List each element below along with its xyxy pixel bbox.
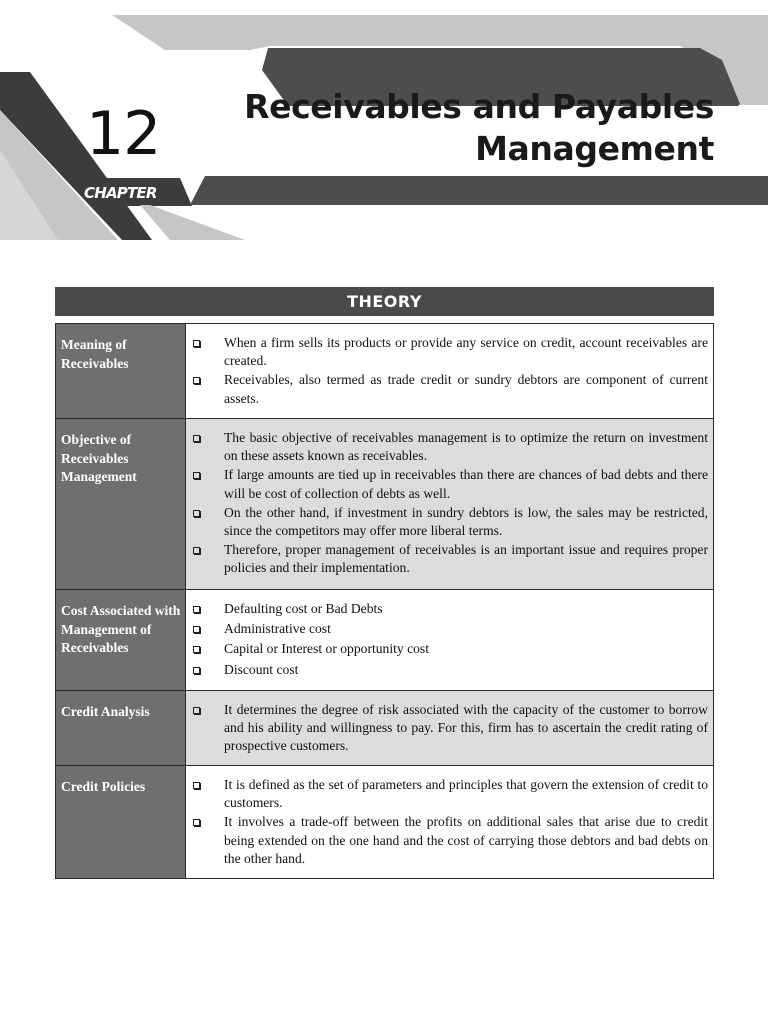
point-text: On the other hand, if investment in sundry debtors is low, the sales may be restricted, since the competitors may offer more liberal terms. [224, 504, 708, 539]
bullet-icon [193, 377, 200, 384]
list-item [192, 334, 708, 370]
list-item [192, 541, 708, 577]
bullet-icon [193, 340, 200, 347]
row-term: Cost Associated with Management of Receivables [56, 590, 186, 691]
row-term: Meaning of Receivables [56, 324, 186, 419]
row-description [186, 590, 714, 691]
point-text: Receivables, also termed as trade credit or sundry debtors are component of current assets. [224, 372, 708, 406]
chapter-title [194, 86, 714, 170]
row-description [186, 419, 714, 590]
table-row [56, 590, 714, 691]
chapter-title-line-2: Management [475, 129, 714, 168]
theory-heading: THEORY [55, 287, 714, 316]
bullet-icon [193, 472, 200, 479]
list-item [192, 600, 708, 618]
point-text: Therefore, proper management of receivables is an important issue and requires proper policies and their implementation. [224, 542, 708, 576]
chapter-number: 12 [86, 99, 161, 169]
table-row [56, 766, 714, 879]
table-row [56, 419, 714, 590]
bullet-icon [193, 819, 200, 826]
banner-lower-right [190, 176, 768, 205]
point-text: It involves a trade-off between the profits on additional sales that arise due to credit being extended on the one hand and the cost of carrying those debtors and bad debts on the other hand. [224, 814, 708, 866]
row-description [186, 691, 714, 766]
point-text: Administrative cost [224, 621, 331, 637]
list-item [192, 813, 708, 868]
bullet-icon [193, 626, 200, 633]
row-term: Credit Analysis [56, 691, 186, 766]
row-term: Credit Policies [56, 766, 186, 879]
row-description [186, 766, 714, 879]
banner-lower-grey [140, 205, 245, 240]
list-item [192, 504, 708, 540]
point-text: It is defined as the set of parameters and principles that govern the extension of credit to customers. [224, 777, 708, 811]
chapter-label: CHAPTER [84, 184, 157, 202]
list-item [192, 776, 708, 812]
list-item [192, 701, 708, 756]
bullet-icon [193, 606, 200, 613]
table-row [56, 691, 714, 766]
list-item [192, 640, 708, 658]
list-item [192, 466, 708, 502]
list-item [192, 661, 708, 679]
row-description [186, 324, 714, 419]
bullet-icon [193, 707, 200, 714]
point-text: Defaulting cost or Bad Debts [224, 601, 383, 616]
list-item [192, 371, 708, 407]
point-text: Discount cost [224, 661, 299, 677]
bullet-icon [193, 435, 200, 442]
bullet-icon [193, 646, 200, 653]
row-term: Objective of Receivables Management [56, 419, 186, 590]
table-row [56, 324, 714, 419]
point-text: When a firm sells its products or provide any service on credit, account receivables are created. [224, 335, 708, 369]
list-item [192, 429, 708, 465]
point-text: Capital or Interest or opportunity cost [224, 641, 429, 657]
list-item [192, 620, 708, 638]
chapter-title-line-1: Receivables and Payables [244, 87, 714, 126]
bullet-icon [193, 782, 200, 789]
point-text: The basic objective of receivables management is to optimize the return on investment on these assets known as receivables. [224, 430, 708, 464]
theory-table [55, 323, 714, 879]
point-text: If large amounts are tied up in receivables than there are chances of bad debts and there will be cost of collection of debts as well. [224, 467, 708, 501]
bullet-icon [193, 667, 200, 674]
bullet-icon [193, 547, 200, 554]
bullet-icon [193, 510, 200, 517]
point-text: It determines the degree of risk associated with the capacity of the customer to borrow and his ability and willingness to pay. For this, firm has to ascertain the credit rating of prospective customers. [224, 702, 708, 754]
